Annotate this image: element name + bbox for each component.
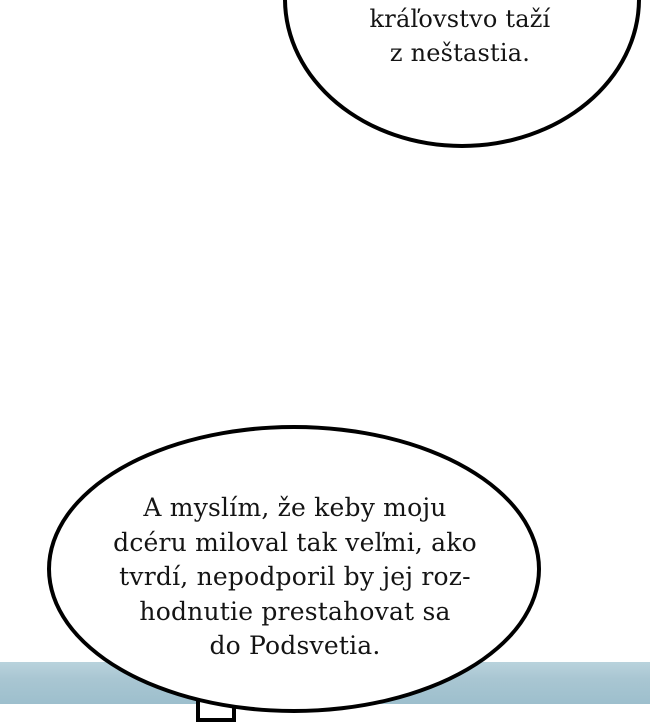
speech-line: kráľovstvo taží: [369, 5, 551, 33]
speech-line: tvrdí, nepodporil by jej roz-: [119, 562, 471, 591]
speech-text-top: [300, 2, 620, 70]
speech-line: do Podsvetia.: [209, 631, 381, 660]
speech-line: dcéru miloval tak veľmi, ako: [113, 527, 477, 557]
speech-text-bottom: [70, 491, 520, 664]
speech-line: A myslím, že keby moju: [143, 493, 447, 522]
speech-line: z neštastia.: [389, 39, 531, 67]
speech-line: hodnutie prestahovat sa: [139, 596, 451, 626]
